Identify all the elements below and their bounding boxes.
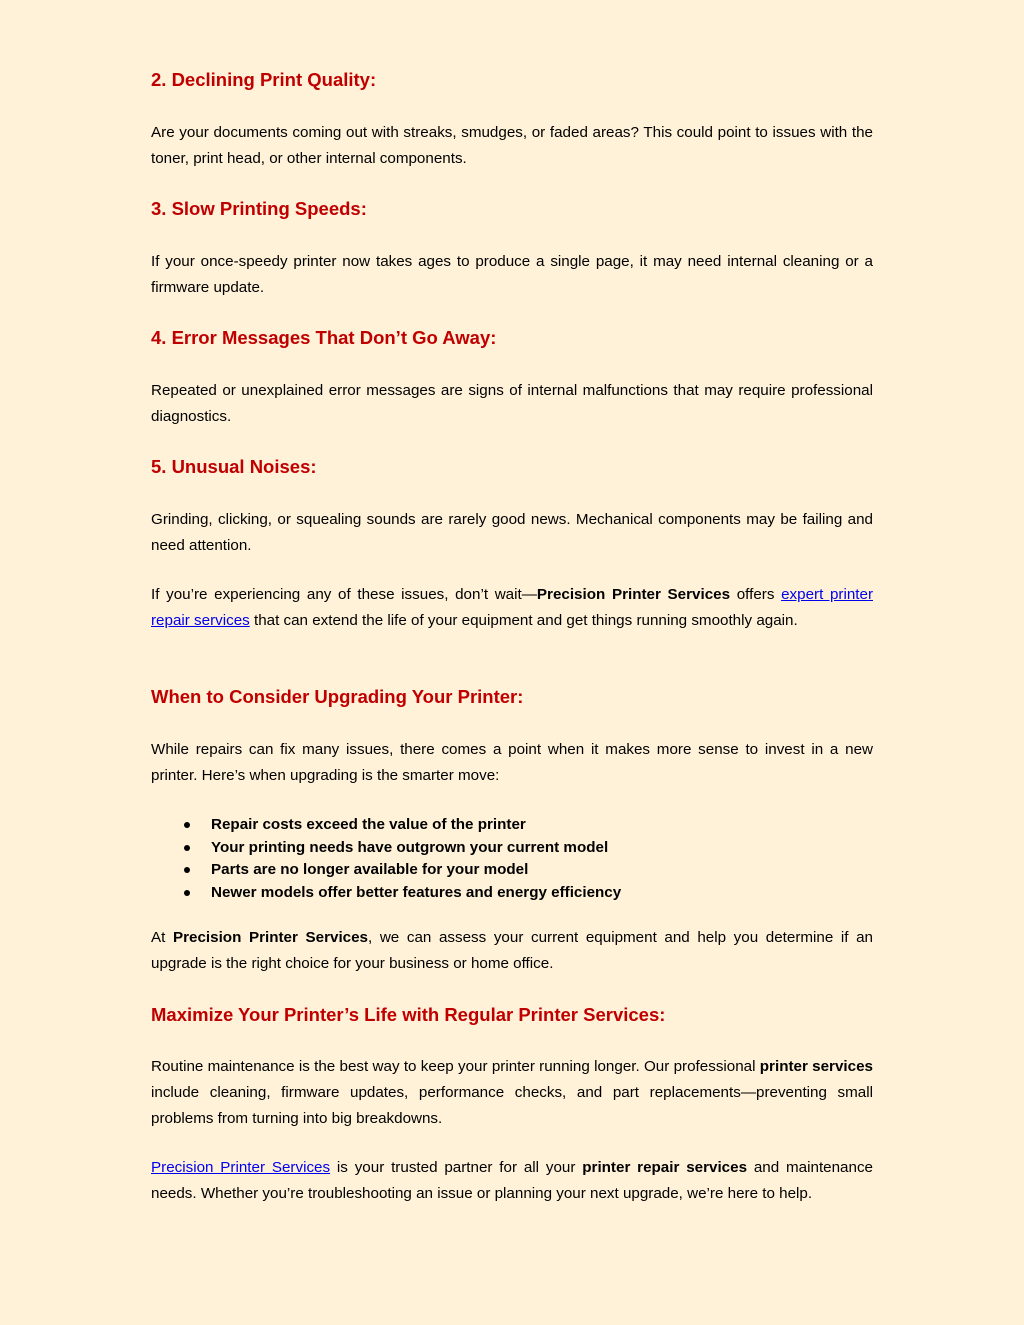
partner-text-mid: is your trusted partner for all your <box>330 1159 583 1176</box>
paragraph-call-to-action <box>151 582 873 634</box>
paragraph-assessment <box>151 925 873 977</box>
paragraph-unusual-noises: Grinding, clicking, or squealing sounds are rarely good news. Mechanical components may be failing and need attention. <box>151 511 873 554</box>
cta-text-pre: If you’re experiencing any of these issues, don’t wait— <box>151 586 537 603</box>
printer-services-term: printer services <box>759 1058 873 1075</box>
maintenance-text-pre: Routine maintenance is the best way to keep your printer running longer. Our professional <box>151 1058 760 1075</box>
precision-printer-services-link[interactable]: Precision Printer Services <box>151 1159 331 1176</box>
printer-repair-services-term: printer repair services <box>582 1159 748 1176</box>
list-item: Parts are no longer available for your model <box>151 859 621 882</box>
heading-maximize-printer-life: Maximize Your Printer’s Life with Regular Printer Services: <box>151 1004 666 1025</box>
heading-slow-printing-speeds: 3. Slow Printing Speeds: <box>151 198 367 219</box>
maintenance-text-post: include cleaning, firmware updates, performance checks, and part replacements—preventing small problems from turning into big breakdowns. <box>151 1084 873 1127</box>
paragraph-printing-speeds: If your once-speedy printer now takes ages to produce a single page, it may need internal cleaning or a firmware update. <box>151 253 873 296</box>
list-item: Repair costs exceed the value of the printer <box>151 814 621 837</box>
list-item: Your printing needs have outgrown your current model <box>151 837 621 860</box>
assess-text-pre: At <box>151 929 173 946</box>
heading-unusual-noises: 5. Unusual Noises: <box>151 456 317 477</box>
list-item: Newer models offer better features and energy efficiency <box>151 882 621 905</box>
cta-text-post: that can extend the life of your equipment and get things running smoothly again. <box>249 612 798 629</box>
upgrade-reasons-list <box>151 814 621 904</box>
cta-text-mid: offers <box>730 586 782 603</box>
paragraph-trusted-partner <box>151 1155 873 1207</box>
partner-text-post: and maintenance needs. Whether you’re troubleshooting an issue or planning your next upgrade, we’re here to help. <box>151 1159 873 1202</box>
heading-error-messages: 4. Error Messages That Don’t Go Away: <box>151 327 497 348</box>
paragraph-print-quality: Are your documents coming out with streaks, smudges, or faded areas? This could point to issues with the toner, print head, or other internal components. <box>151 124 873 167</box>
paragraph-upgrade-intro: While repairs can fix many issues, there comes a point when it makes more sense to invest in a new printer. Here’s when upgrading is the smarter move: <box>151 741 873 784</box>
heading-when-to-upgrade: When to Consider Upgrading Your Printer: <box>151 686 524 707</box>
cta-brand-name: Precision Printer Services <box>536 586 731 603</box>
paragraph-error-messages: Repeated or unexplained error messages are signs of internal malfunctions that may require professional diagnostics. <box>151 382 873 425</box>
assess-text-post: , we can assess your current equipment and help you determine if an upgrade is the right choice for your business or home office. <box>151 929 874 972</box>
assess-brand-name: Precision Printer Services <box>172 929 369 946</box>
heading-declining-print-quality: 2. Declining Print Quality: <box>151 69 377 90</box>
paragraph-routine-maintenance <box>151 1054 873 1132</box>
expert-repair-services-link[interactable]: expert printer repair services <box>151 586 873 629</box>
